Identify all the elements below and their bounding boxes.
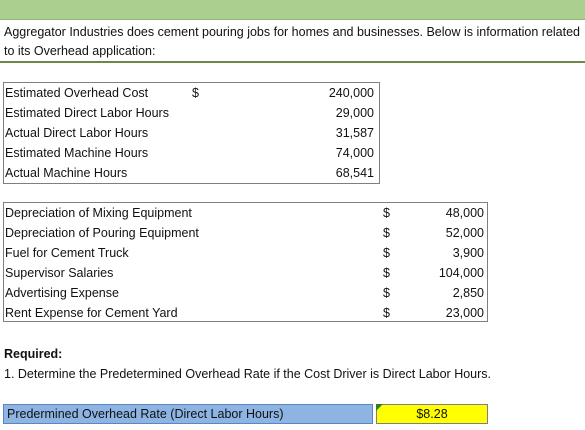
row-value: 52,000	[445, 226, 484, 240]
error-indicator-icon	[376, 404, 383, 411]
row-value: 48,000	[445, 206, 484, 220]
table-row[interactable]	[4, 203, 487, 223]
currency-symbol: $	[192, 86, 199, 100]
required-heading: Required:	[4, 347, 63, 361]
header-bar	[0, 0, 585, 20]
row-value: 68,541	[335, 166, 374, 180]
row-value: 31,587	[335, 126, 374, 140]
answer-value-cell[interactable]: $8.28	[376, 404, 488, 424]
table-row[interactable]	[4, 83, 379, 103]
row-label: Depreciation of Pouring Equipment	[5, 226, 199, 240]
table-row[interactable]	[4, 123, 379, 143]
table-row[interactable]	[4, 283, 487, 303]
row-label: Supervisor Salaries	[5, 266, 114, 280]
row-label: Estimated Machine Hours	[5, 146, 149, 160]
row-label: Actual Direct Labor Hours	[5, 126, 149, 140]
currency-symbol: $	[383, 246, 390, 260]
row-label: Rent Expense for Cement Yard	[5, 306, 178, 320]
row-label: Fuel for Cement Truck	[5, 246, 129, 260]
table-row[interactable]	[4, 303, 487, 323]
table-row[interactable]	[4, 263, 487, 283]
answer-label-cell[interactable]: Predermined Overhead Rate (Direct Labor Hours)	[3, 404, 373, 424]
currency-symbol: $	[383, 266, 390, 280]
row-value: 240,000	[328, 86, 374, 100]
row-label: Depreciation of Mixing Equipment	[5, 206, 192, 220]
currency-symbol: $	[383, 226, 390, 240]
intro-border	[0, 61, 585, 63]
currency-symbol: $	[383, 206, 390, 220]
row-label: Estimated Direct Labor Hours	[5, 106, 169, 120]
row-value: 29,000	[335, 106, 374, 120]
table-row[interactable]	[4, 243, 487, 263]
table-row[interactable]	[4, 143, 379, 163]
overhead-costs-table	[3, 202, 488, 322]
row-label: Estimated Overhead Cost	[5, 86, 149, 100]
intro-text: Aggregator Industries does cement pouring jobs for homes and businesses. Below is information related to its Overhead application:	[4, 25, 581, 58]
overhead-estimates-table	[3, 82, 380, 184]
table-row[interactable]	[4, 223, 487, 243]
row-value: 3,900	[452, 246, 484, 260]
currency-symbol: $	[383, 306, 390, 320]
row-value: 23,000	[445, 306, 484, 320]
row-value: 104,000	[438, 266, 484, 280]
table-row[interactable]	[4, 163, 379, 183]
row-label: Advertising Expense	[5, 286, 119, 300]
row-value: 2,850	[452, 286, 484, 300]
currency-symbol: $	[383, 286, 390, 300]
row-value: 74,000	[335, 146, 374, 160]
row-label: Actual Machine Hours	[5, 166, 128, 180]
required-question: 1. Determine the Predetermined Overhead Rate if the Cost Driver is Direct Labor Hours.	[4, 367, 492, 381]
table-row[interactable]	[4, 103, 379, 123]
